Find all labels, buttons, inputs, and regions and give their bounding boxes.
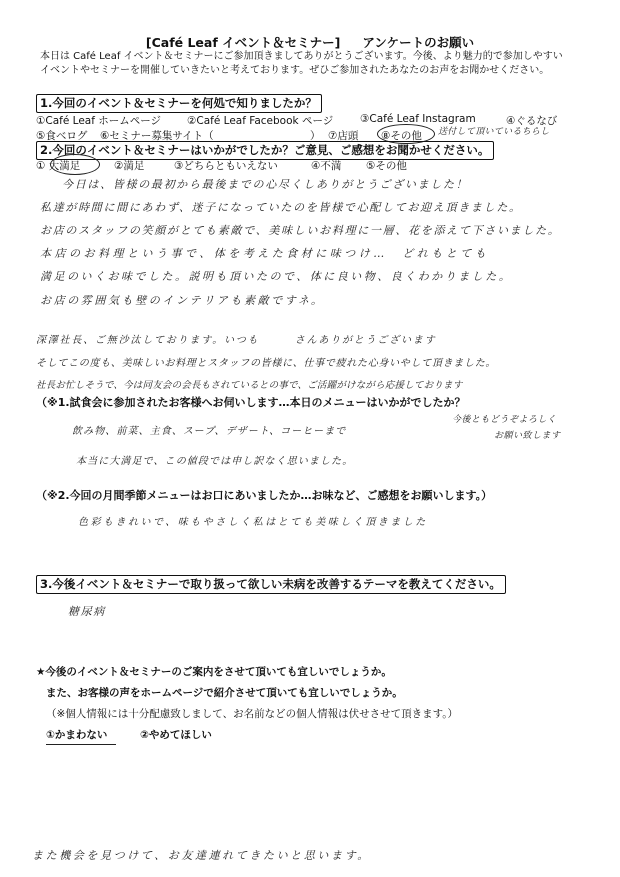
intro-line-1: 本日は Café Leaf イベント＆セミナーにご参加頂きましてありがとうございます。今後、より魅力的で参加しやすい bbox=[40, 51, 563, 62]
q2-comment-line-1: 今日は、皆様の最初から最後までの心尽くしありがとうございました！ bbox=[62, 178, 469, 191]
consent-option-2[interactable]: ②やめてほしい bbox=[140, 729, 212, 741]
title-request: アンケートのお願い bbox=[362, 35, 475, 50]
note1-hand-line-1: 飲み物、前菜、主食、スープ、デザート、コーヒーまで bbox=[72, 426, 347, 437]
q1-option-6-close: ） bbox=[310, 130, 321, 142]
q2-option-4[interactable]: ④不満 bbox=[311, 160, 342, 172]
closing-handwritten: また機会を見つけて、お友達連れてきたいと思います。 bbox=[32, 849, 371, 862]
consent-option-1[interactable]: ①かまわない bbox=[46, 729, 108, 741]
q1-other-handwritten: 送付して頂いているちらし bbox=[438, 127, 550, 137]
note2-hand-answer: 色彩もきれいで、味もやさしく私はとても美味しく頂きました bbox=[78, 517, 428, 528]
q2-option-5[interactable]: ⑤その他 bbox=[366, 160, 407, 172]
consent-line-2: また、お客様の声をホームページで紹介させて頂いても宜しいでしょうか。 bbox=[46, 687, 403, 699]
q2-comment-line-4: 本店のお料理という事で、体を考えた食材に味つけ… どれもとても bbox=[40, 247, 490, 260]
note1-heading: （※1.試食会に参加されたお客様へお伺いします…本日のメニューはいかがでしたか？ bbox=[36, 396, 466, 409]
q2-comment-line-6: お店の雰囲気も壁のインテリアも素敵ですネ。 bbox=[40, 294, 325, 307]
q3-heading: 3.今後イベント＆セミナーで取り扱って欲しい未病を改善するテーマを教えてください。 bbox=[36, 575, 506, 594]
q1-option-7[interactable]: ⑦店頭 bbox=[328, 130, 359, 142]
selected-underline bbox=[46, 744, 116, 745]
selected-circle-mark bbox=[50, 154, 100, 175]
note1-hand-side-2: お願い致します bbox=[494, 431, 561, 441]
q1-option-3[interactable]: ③Café Leaf Instagram bbox=[360, 113, 476, 125]
note1-hand-line-2: 本当に大満足で、この値段では申し訳なく思いました。 bbox=[76, 456, 354, 467]
q2-comment-line-5: 満足のいくお味でした。説明も頂いたので、体に良い物、良くわかりました。 bbox=[40, 270, 513, 283]
note2-heading: （※2.今回の月間季節メニューはお口にあいましたか…お味など、ご感想をお願いします。） bbox=[36, 489, 493, 502]
q1-option-8[interactable]: ⑧その他 bbox=[381, 130, 422, 142]
q1-heading: 1.今回のイベント＆セミナーを何処で知りましたか？ bbox=[36, 94, 322, 113]
q2-comment-line-3: お店のスタッフの笑顔がとても素敵で、美味しいお料理に一層、花を添えて下さいました。 bbox=[40, 224, 561, 237]
note1-hand-side-1: 今後ともどうぞよろしく bbox=[452, 415, 557, 425]
survey-title bbox=[0, 33, 620, 51]
q2-option-1[interactable]: ① 大満足 bbox=[36, 160, 81, 172]
q2-option-2[interactable]: ②満足 bbox=[114, 160, 145, 172]
q2-comment-line-9: 社長お忙しそうで、今は同友会の会長もされているとの事で、ご活躍がけながら応援しております bbox=[36, 380, 463, 391]
intro-line-2: イベントやセミナーを開催していきたいと考えております。ぜひご参加されたあなたのお声をお聞かせください。 bbox=[40, 65, 550, 76]
q1-option-4[interactable]: ④ぐるなび bbox=[506, 115, 558, 127]
q2-option-3[interactable]: ③どちらともいえない bbox=[174, 160, 278, 172]
q3-hand-answer: 糖尿病 bbox=[68, 605, 106, 618]
q2-comment-line-2: 私達が時間に間にあわず、迷子になっていたのを皆様で心配してお迎え頂きました。 bbox=[40, 201, 522, 214]
q1-option-6[interactable]: ⑥セミナー募集サイト（ bbox=[100, 130, 214, 142]
q2-comment-line-8: そしてこの度も、美味しいお料理とスタッフの皆様に、仕事で疲れた心身いやして頂きました。 bbox=[36, 358, 497, 369]
q2-comment-line-7: 深澤社長、ご無沙汰しております。いつも さんありがとうございます bbox=[36, 335, 437, 346]
q1-option-2[interactable]: ②Café Leaf Facebook ページ bbox=[187, 115, 334, 127]
consent-line-3: （※個人情報には十分配慮致しまして、お名前などの個人情報は伏せさせて頂きます。） bbox=[46, 708, 458, 720]
q1-option-5[interactable]: ⑤食ベログ bbox=[36, 130, 88, 142]
q1-option-1[interactable]: ①Café Leaf ホームページ bbox=[36, 115, 162, 127]
consent-line-1: ★今後のイベント＆セミナーのご案内をさせて頂いても宜しいでしょうか。 bbox=[36, 666, 392, 678]
q2-heading: 2.今回のイベント＆セミナーはいかがでしたか？ご意見、ご感想をお聞かせください。 bbox=[36, 141, 494, 160]
title-event: [Café Leaf イベント＆セミナー] bbox=[145, 35, 341, 50]
